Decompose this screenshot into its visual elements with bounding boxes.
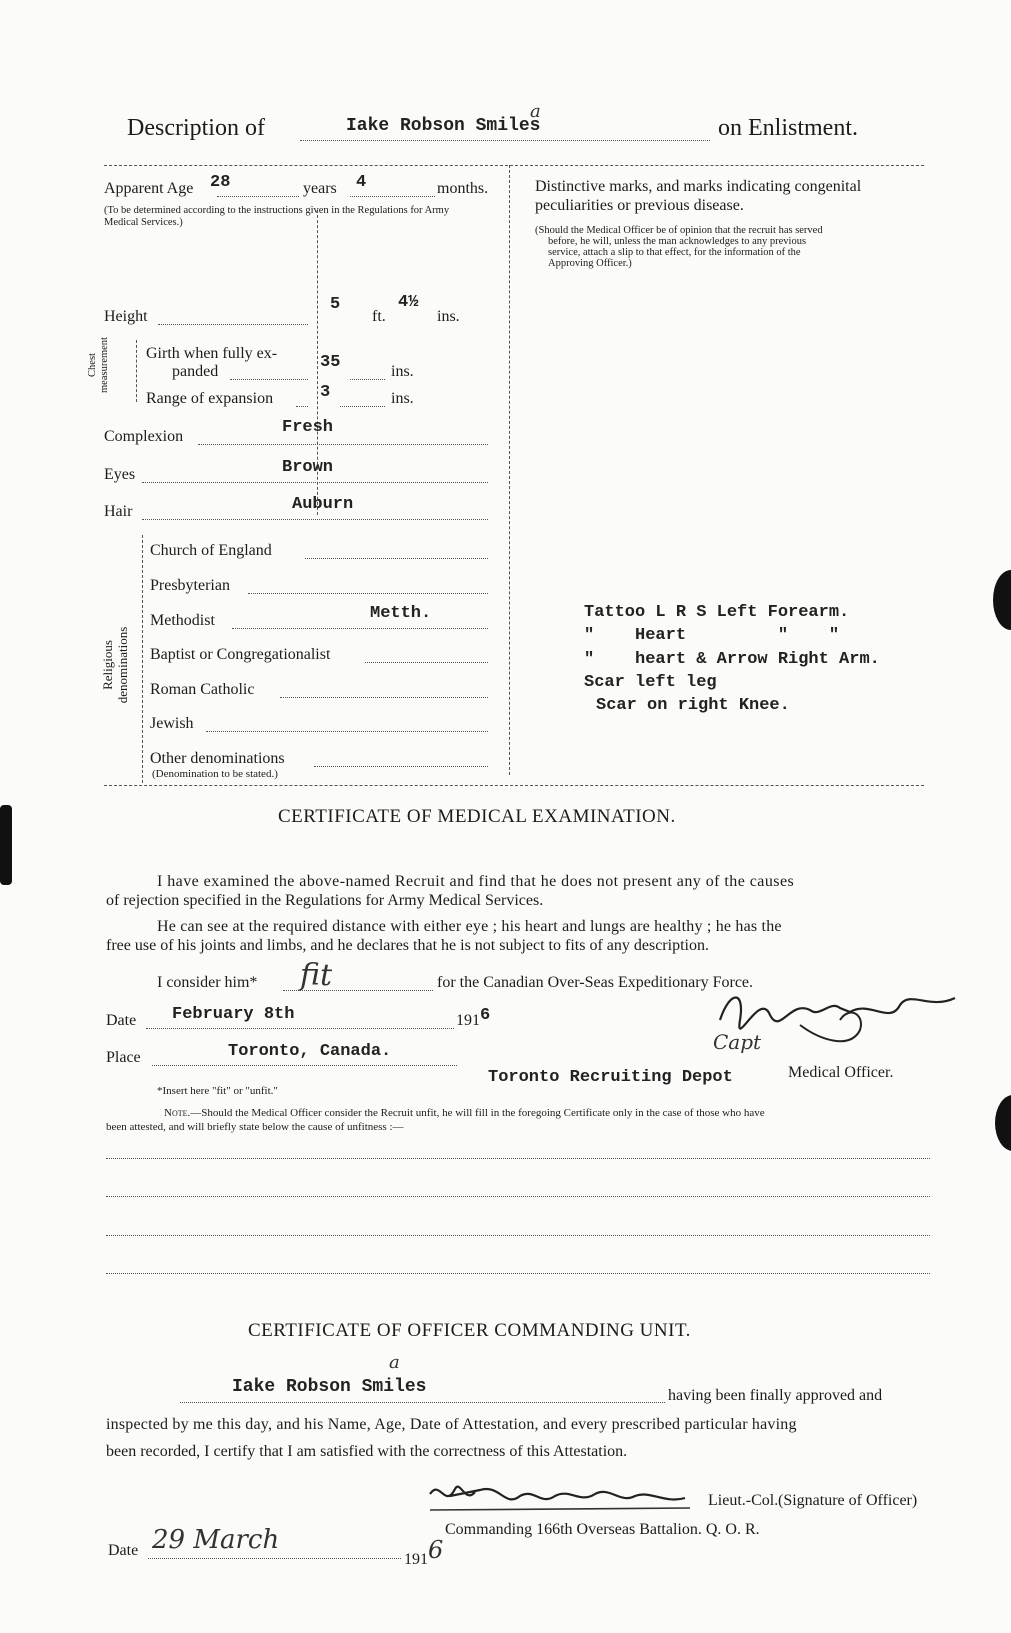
religion-item-church-of-england: Church of England — [150, 542, 272, 559]
religion-side-label: Religious denominations — [100, 626, 130, 704]
chest-girth-label-1: Girth when fully ex- — [146, 345, 278, 362]
height-feet: 5 — [330, 295, 341, 314]
age-years-label: years — [303, 180, 337, 197]
commanding-line3: been recorded, I certify that I am satisfied with the correctness of this Attestation. — [106, 1443, 628, 1460]
unfit-line-2 — [106, 1196, 930, 1197]
marks-line-1: Tattoo L R S Left Forearm. — [584, 603, 850, 622]
religion-item-roman-catholic: Roman Catholic — [150, 681, 255, 698]
unfit-line-3 — [106, 1235, 930, 1236]
religion-methodist-value: Metth. — [370, 604, 432, 623]
commanding-officer-signature — [420, 1474, 700, 1524]
medical-para1-line1: I have examined the above-named Recruit and find that he does not present any of the causes — [157, 873, 795, 890]
title-dots — [300, 140, 710, 141]
medical-depot: Toronto Recruiting Depot — [488, 1068, 733, 1087]
eyes-label: Eyes — [104, 466, 136, 483]
eyes-dots — [142, 482, 488, 483]
top-divider — [104, 165, 924, 166]
commanding-title: CERTIFICATE OF OFFICER COMMANDING UNIT. — [248, 1320, 691, 1341]
marks-note-1: (Should the Medical Officer be of opinion that the recruit has served — [535, 225, 823, 236]
name-correction: a — [530, 101, 541, 122]
religion-dots-0 — [305, 558, 488, 559]
consider-value: fit — [300, 958, 333, 993]
marks-note-3: service, attach a slip to that effect, for the information of the — [548, 247, 801, 258]
age-months-dots — [350, 196, 435, 197]
height-inches: 4½ — [398, 293, 419, 312]
unfit-line-1 — [106, 1158, 930, 1159]
religion-dots-1 — [248, 593, 488, 594]
commanding-signature-label: (Signature of Officer) — [778, 1492, 918, 1509]
medical-officer-label: Medical Officer. — [788, 1064, 894, 1081]
height-dots — [158, 324, 308, 325]
commanding-date-label: Date — [108, 1542, 139, 1559]
medical-date-value: February 8th — [172, 1005, 295, 1024]
medical-place-value: Toronto, Canada. — [228, 1042, 392, 1061]
section-divider — [104, 785, 924, 786]
religion-item-presbyterian: Presbyterian — [150, 577, 230, 594]
religion-item-other: Other denominations — [150, 750, 285, 767]
consider-suffix: for the Canadian Over-Seas Expeditionary Force. — [437, 974, 754, 991]
medical-year-suffix: 6 — [480, 1006, 491, 1025]
title-prefix: Description of — [127, 115, 265, 141]
commanding-year-suffix: 6 — [428, 1536, 444, 1564]
consider-label: I consider him* — [157, 974, 258, 991]
marks-line-2: " Heart " " — [584, 626, 840, 645]
chest-girth-value: 35 — [320, 353, 341, 372]
medical-place-dots — [152, 1065, 457, 1066]
medical-para1-line2: of rejection specified in the Regulations for Army Medical Services. — [106, 892, 544, 909]
medical-note-line1 — [164, 1107, 765, 1119]
marks-line-5: Scar on right Knee. — [596, 696, 790, 715]
age-years-dots — [217, 196, 299, 197]
religion-bracket — [142, 535, 143, 783]
height-inches-label: ins. — [437, 308, 460, 325]
religion-dots-4 — [280, 697, 488, 698]
commanding-date-year — [404, 1536, 444, 1570]
chest-girth-dots — [230, 379, 308, 380]
medical-place-label: Place — [106, 1049, 141, 1066]
chest-girth-label-2: panded — [172, 363, 219, 380]
marks-note-4: Approving Officer.) — [548, 258, 632, 269]
chest-side-label: Chest measurement — [87, 337, 110, 393]
middle-divider — [509, 165, 510, 775]
age-note: (To be determined according to the instructions given in the Regulations for Army Medical Services.) — [104, 205, 450, 228]
religion-dots-2 — [232, 628, 488, 629]
medical-note-label: Note. — [164, 1107, 191, 1119]
age-months: 4 — [356, 173, 367, 192]
chest-range-value-dots — [340, 406, 385, 407]
religion-item-methodist: Methodist — [150, 612, 215, 629]
chest-girth-unit: ins. — [391, 363, 414, 380]
medical-date-dots — [146, 1028, 454, 1029]
hair-label: Hair — [104, 503, 133, 520]
commanding-recruit-name: Iake Robson Smiles — [232, 1377, 427, 1397]
marks-line-3: " heart & Arrow Right Arm. — [584, 650, 880, 669]
medical-footnote: *Insert here "fit" or "unfit." — [157, 1085, 278, 1097]
medical-para2-line2: free use of his joints and limbs, and he declares that he is not subject to fits of any description. — [106, 937, 709, 954]
commanding-name-correction: a — [389, 1352, 400, 1373]
chest-girth-value-dots — [350, 379, 385, 380]
medical-date-year — [456, 1006, 491, 1031]
medical-note-line2: been attested, and will briefly state below the cause of unfitness :— — [106, 1121, 404, 1133]
religion-dots-3 — [365, 662, 488, 663]
medical-officer-signature — [700, 970, 960, 1050]
chest-range-value: 3 — [320, 383, 331, 402]
title-suffix: on Enlistment. — [718, 115, 858, 141]
chest-range-label: Range of expansion — [146, 390, 274, 407]
commanding-year-prefix: 191 — [404, 1551, 428, 1568]
height-label: Height — [104, 308, 148, 325]
binder-hole-top — [993, 570, 1011, 630]
age-months-label: months. — [437, 180, 489, 197]
medical-para2-line1: He can see at the required distance with either eye ; his heart and lungs are healthy ; he has the — [157, 918, 782, 935]
age-years: 28 — [210, 173, 231, 192]
chest-range-dots — [296, 406, 308, 407]
medical-officer-rank: Capt — [713, 1030, 762, 1054]
age-label: Apparent Age — [104, 180, 194, 197]
chest-bracket — [136, 340, 137, 402]
hair-value: Auburn — [292, 495, 354, 514]
religion-other-note: (Denomination to be stated.) — [152, 768, 278, 780]
left-edge-mark — [0, 805, 12, 885]
commanding-rank: Lieut.-Col. — [708, 1492, 779, 1509]
medical-title: CERTIFICATE OF MEDICAL EXAMINATION. — [278, 806, 676, 827]
commanding-date-value: 29 March — [152, 1525, 280, 1555]
medical-date-label: Date — [106, 1012, 137, 1029]
complexion-value: Fresh — [282, 418, 334, 437]
religion-dots-5 — [206, 731, 488, 732]
recruit-name: Iake Robson Smiles — [346, 116, 541, 136]
commanding-name-dots — [180, 1402, 665, 1403]
complexion-label: Complexion — [104, 428, 184, 445]
complexion-dots — [198, 444, 488, 445]
eyes-value: Brown — [282, 458, 334, 477]
marks-heading-1: Distinctive marks, and marks indicating congenital — [535, 178, 862, 195]
religion-item-baptist: Baptist or Congregationalist — [150, 646, 331, 663]
medical-year-prefix: 191 — [456, 1012, 480, 1029]
marks-heading-2: peculiarities or previous disease. — [535, 197, 744, 214]
marks-note-2: before, he will, unless the man acknowledges to any previous — [548, 236, 807, 247]
commanding-date-dots — [148, 1558, 401, 1559]
commanding-unit: Commanding 166th Overseas Battalion. Q. O. R. — [445, 1521, 760, 1538]
commanding-line2: inspected by me this day, and his Name, Age, Date of Attestation, and every prescribed particular having — [106, 1416, 797, 1433]
medical-note-text: —Should the Medical Officer consider the Recruit unfit, he will fill in the foregoing Certificate only in the case of those who have — [190, 1107, 765, 1119]
marks-line-4: Scar left leg — [584, 673, 717, 692]
hair-dots — [142, 519, 488, 520]
unfit-line-4 — [106, 1273, 930, 1274]
height-feet-label: ft. — [372, 308, 386, 325]
religion-dots-6 — [314, 766, 488, 767]
religion-item-jewish: Jewish — [150, 715, 194, 732]
chest-range-unit: ins. — [391, 390, 414, 407]
commanding-line1-suffix: having been finally approved and — [668, 1387, 883, 1404]
binder-hole-bottom — [995, 1095, 1011, 1151]
